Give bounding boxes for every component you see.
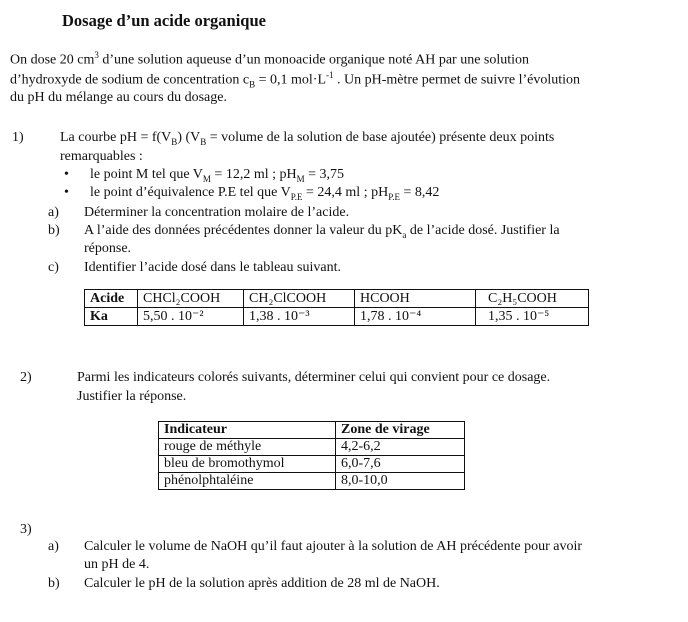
table-cell: rouge de méthyle [159,439,336,456]
intro-line-2: d’hydroxyde de sodium de concentration $c_B = 0,1$ $mol\cdot L^{-1}$ . Un pH-mètre permet de suivre l’évolution [10,70,580,90]
question-3-number: 3) [20,522,32,537]
bullet-point-m: • le point M tel que $V_M = 12,2$ ml ; $pH_M = 3,75$ [90,167,344,184]
question-2-line-2: Justifier la réponse. [77,389,187,404]
bullet-point-equivalence: • le point d’équivalence P.E tel que $V_{P.E} = 24,4$ ml ; $pH_{P.E} = 8,42$ [90,185,439,202]
question-3a-line-2: un pH de 4. [84,557,150,572]
question-1-number: 1) [12,130,24,145]
table-row [159,456,465,473]
question-3a-line-1: Calculer le volume de NaOH qu’il faut ajouter à la solution de AH précédente pour avoir [84,539,582,554]
question-1b-text: A l’aide des données précédentes donner la valeur du $pK_a$ de l’acide dosé. Justifier la [84,223,560,240]
table-cell: 5,50 . 10⁻² [138,308,244,326]
table-cell: 4,2-6,2 [336,439,465,456]
table-cell: 1,35 . 10⁻⁵ [476,308,589,326]
question-1c-label: c) [48,260,59,275]
document-title: Dosage d’un acide organique [62,11,266,30]
question-1a-text: Déterminer la concentration molaire de l’acide. [84,205,350,220]
table-cell: 1,38 . 10⁻³ [244,308,355,326]
table-cell: Ka [85,308,138,326]
question-1c-text: Identifier l’acide dosé dans le tableau suivant. [84,260,341,275]
intro-line-1: On dose 20 $cm^3$ d’une solution aqueuse d’un monoacide organique noté AH par une solution [10,50,530,68]
question-1b-text-cont: réponse. [84,241,132,256]
acid-table [84,289,589,326]
table-header-cell: C₂H₅COOH [476,290,589,308]
table-row [159,473,465,490]
table-header-cell: CH₂ClCOOH [244,290,355,308]
table-header-cell: HCOOH [355,290,476,308]
question-2-line-1: Parmi les indicateurs colorés suivants, déterminer celui qui convient pour ce dosage. [77,370,551,385]
table-header-cell: Indicateur [159,422,336,439]
question-1-line-2: remarquables : [60,149,143,164]
table-cell: bleu de bromothymol [159,456,336,473]
intro-line-3: du pH du mélange au cours du dosage. [10,90,227,105]
table-header-cell: Acide [85,290,138,308]
question-1a-label: a) [48,205,59,220]
question-1-line-1: La courbe pH = $f(V_B) (V_B$ = volume de la solution de base ajoutée) présente deux points [60,130,555,147]
question-2-number: 2) [20,370,32,385]
question-3b-label: b) [48,576,60,591]
question-3b-text: Calculer le pH de la solution après addition de 28 ml de NaOH. [84,576,440,591]
table-cell: 6,0-7,6 [336,456,465,473]
table-cell: 8,0-10,0 [336,473,465,490]
table-row [159,439,465,456]
table-header-cell: CHCl₂COOH [138,290,244,308]
table-row [159,422,465,439]
question-3a-label: a) [48,539,59,554]
table-cell: 1,78 . 10⁻⁴ [355,308,476,326]
indicator-table [158,421,465,490]
table-header-cell: Zone de virage [336,422,465,439]
table-row [85,308,589,326]
table-cell: phénolphtaléine [159,473,336,490]
table-row [85,290,589,308]
question-1b-label: b) [48,223,60,238]
